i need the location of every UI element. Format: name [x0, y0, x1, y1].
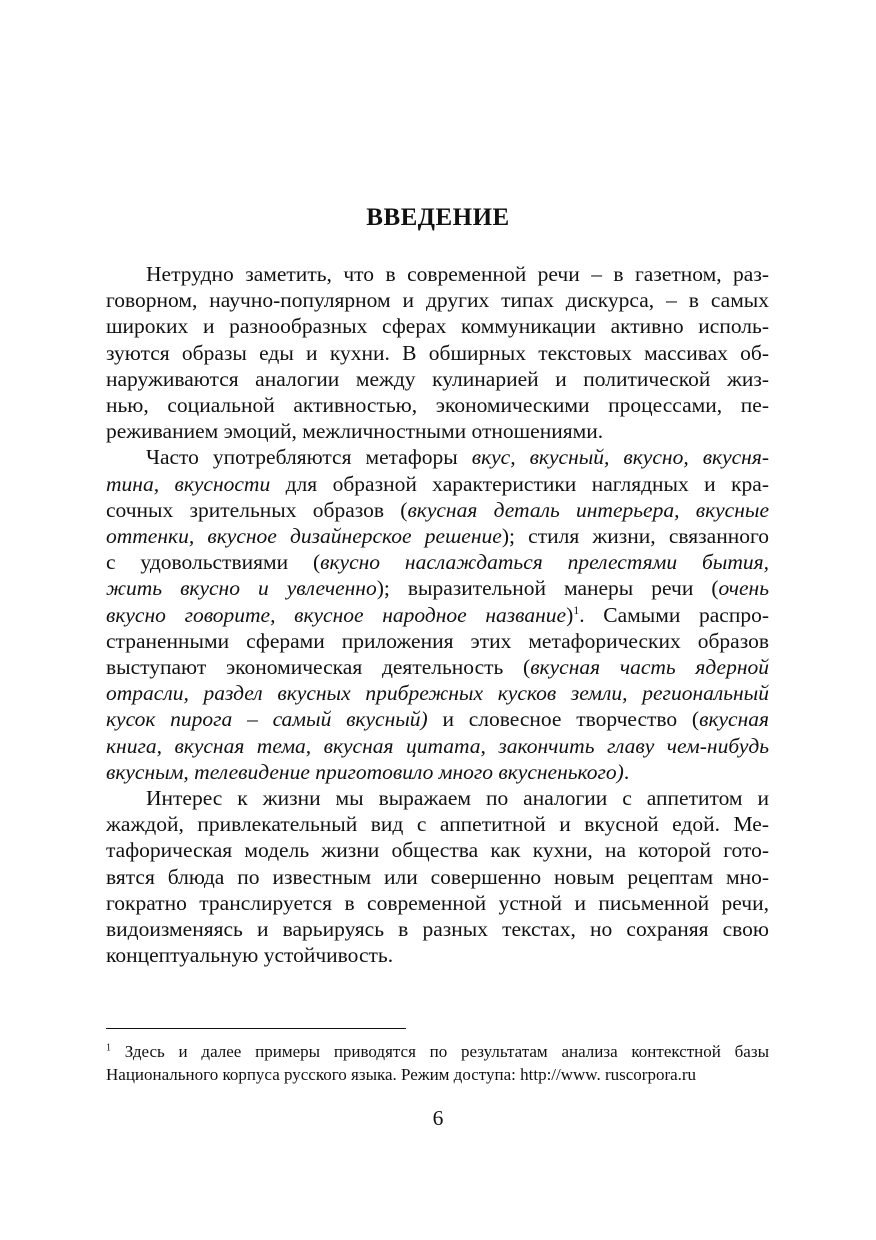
text-line [106, 602, 769, 628]
text-line: жаждой, привлекательный вид с аппетитной и вкусной едой. Ме- [106, 812, 769, 837]
text-line [106, 575, 769, 601]
text-line: наруживаются аналогии между кулинарией и политической жиз- [106, 366, 769, 391]
italic-example: оттенки, вкусное дизайнерское решение [106, 524, 502, 549]
text-line [106, 523, 769, 549]
footnote [106, 1041, 769, 1086]
text-line: широких и разнообразных сферах коммуникации активно исполь- [106, 314, 769, 339]
text-run: ) [566, 602, 574, 627]
text-line: реживанием эмоций, межличностными отношениями. [106, 419, 604, 444]
text-line [106, 759, 769, 785]
text-line [106, 654, 769, 680]
italic-example: вкусно говорите, вкусное народное название [106, 602, 567, 627]
italic-example: вкусным, телевидение приготовило много вкусненького) [106, 759, 624, 784]
text-line: концептуальную устойчивость. [106, 943, 394, 968]
text-line: зуются образы еды и кухни. В обширных текстовых массивах об- [106, 340, 769, 365]
text-line: Нетрудно заметить, что в современной речи – в газетном, раз- [146, 262, 769, 286]
text-run: выступают экономическая деятельность ( [106, 655, 531, 680]
footnote-line [106, 1041, 769, 1064]
footnote-text: Здесь и далее примеры приводятся по результатам анализа контекстной базы [111, 1042, 769, 1061]
italic-example: вкус, вкусный, вкусно, вкусня- [471, 445, 769, 470]
footnote-reference: 1 [573, 602, 580, 617]
italic-example: книга, вкусная тема, вкусная цитата, закончить главу чем-нибудь [106, 733, 769, 758]
text-run: . [623, 759, 630, 784]
body-text [106, 261, 769, 968]
text-line [106, 680, 769, 706]
italic-example: вкусная часть ядерной [530, 655, 769, 680]
footnote-separator [106, 1028, 406, 1029]
text-line [106, 549, 769, 575]
text-run: . Самыми распро- [579, 602, 769, 627]
italic-example: вкусно наслаждаться прелестями бытия, [320, 550, 770, 575]
italic-example: жить вкусно и увлеченно [106, 576, 377, 601]
text-line: страненными сферами приложения этих метафорических образов [106, 628, 769, 653]
text-line [106, 497, 769, 523]
text-line: Интерес к жизни мы выражаем по аналогии с аппетитом и [146, 786, 769, 811]
paragraph-3 [106, 785, 769, 968]
text-run: с удовольствиями ( [106, 550, 321, 575]
text-run: ); стиля жизни, связанного [501, 524, 769, 549]
text-line [106, 733, 769, 759]
text-run: сочных зрительных образов ( [106, 497, 408, 522]
text-run: Часто употребляются метафоры [146, 445, 472, 470]
text-line: вятся блюда по известным или совершенно новым рецептам мно- [106, 864, 769, 889]
footnote-marker: 1 [106, 1042, 111, 1054]
italic-example: тина, вкусности [106, 471, 271, 496]
italic-example: отрасли, раздел вкусных прибрежных кусков земли, региональный [106, 681, 769, 706]
text-line: видоизменяясь и варьируясь в разных текстах, но сохраняя свою [106, 917, 769, 942]
italic-example: кусок пирога – самый вкусный) [106, 707, 428, 732]
italic-example: вкусная [699, 707, 769, 732]
italic-example: вкусная деталь интерьера, вкусные [407, 497, 769, 522]
chapter-heading: ВВЕДЕНИЕ [366, 204, 510, 231]
italic-example: очень [718, 576, 769, 601]
text-line: нью, социальной активностью, экономическими процессами, пе- [106, 393, 769, 418]
text-line [106, 706, 769, 732]
text-line: гократно транслируется в современной устной и письменной речи, [106, 890, 769, 915]
text-run: ); выразительной манеры речи ( [376, 576, 719, 601]
page-number: 6 [432, 1106, 444, 1130]
text-line [106, 471, 769, 497]
text-line [106, 444, 769, 470]
paragraph-1 [106, 261, 769, 444]
paragraph-2 [106, 444, 769, 785]
footnote-line: Национального корпуса русского языка. Режим доступа: http://www. ruscorpora.ru [106, 1064, 697, 1084]
text-line: говорном, научно-популярном и других типах дискурса, – в самых [106, 288, 769, 313]
text-run: для образной характеристики наглядных и кра- [270, 471, 769, 496]
text-run: и словесное творчество ( [427, 707, 700, 732]
text-line: тафорическая модель жизни общества как кухни, на которой гото- [106, 838, 769, 863]
